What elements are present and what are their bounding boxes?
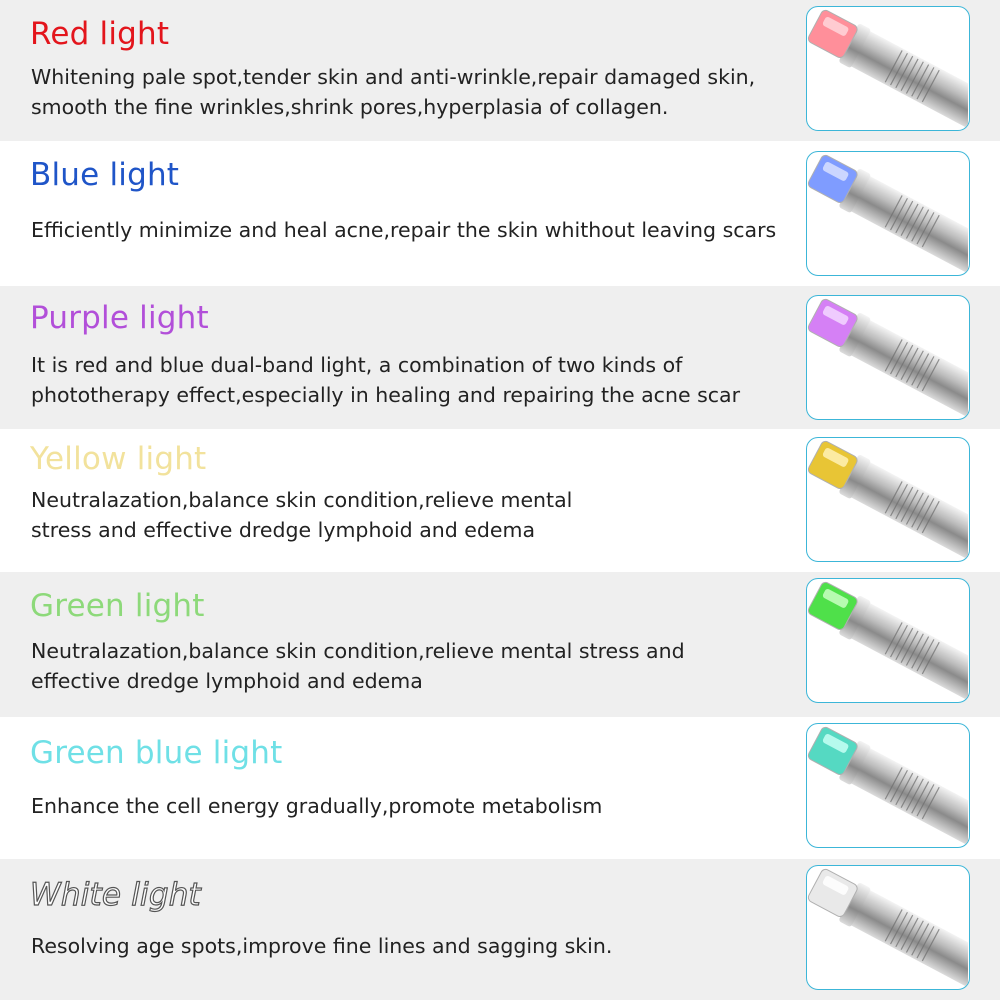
pen-tip-image bbox=[806, 437, 970, 562]
light-row-yellow bbox=[0, 429, 1000, 572]
light-description: Resolving age spots,improve fine lines and sagging skin. bbox=[31, 934, 613, 958]
light-description: Neutralazation,balance skin condition,relieve mental stress and effective dredge lymphoid and edema bbox=[31, 488, 573, 542]
light-row-white bbox=[0, 859, 1000, 1000]
pen-tip-image bbox=[806, 578, 970, 703]
light-description: Enhance the cell energy gradually,promote metabolism bbox=[31, 794, 603, 818]
pen-tip-illustration bbox=[807, 866, 968, 988]
pen-tip-illustration bbox=[807, 7, 968, 129]
light-title: Blue light bbox=[30, 157, 180, 193]
pen-tip-image bbox=[806, 865, 970, 990]
light-title: Purple light bbox=[30, 300, 209, 336]
light-description: Neutralazation,balance skin condition,relieve mental stress and effective dredge lymphoid and edema bbox=[31, 639, 685, 693]
light-row-green-blue bbox=[0, 717, 1000, 859]
light-title: Green light bbox=[30, 588, 205, 624]
light-title: White light bbox=[30, 877, 201, 913]
light-title: Green blue light bbox=[30, 735, 283, 771]
pen-tip-illustration bbox=[807, 296, 968, 418]
light-row-red bbox=[0, 0, 1000, 141]
pen-tip-image bbox=[806, 151, 970, 276]
light-title: Red light bbox=[30, 16, 170, 52]
light-title: Yellow light bbox=[30, 441, 207, 477]
light-row-green bbox=[0, 572, 1000, 717]
pen-tip-illustration bbox=[807, 724, 968, 846]
pen-tip-illustration bbox=[807, 152, 968, 274]
pen-tip-illustration bbox=[807, 579, 968, 701]
light-row-blue bbox=[0, 141, 1000, 286]
light-description: Whitening pale spot,tender skin and anti-wrinkle,repair damaged skin, smooth the fine wrinkles,shrink pores,hyperplasia of collagen. bbox=[31, 65, 756, 119]
pen-tip-illustration bbox=[807, 438, 968, 560]
light-description: It is red and blue dual-band light, a combination of two kinds of phototherapy effect,especially in healing and repairing the acne scar bbox=[31, 353, 741, 407]
pen-tip-image bbox=[806, 6, 970, 131]
pen-tip-image bbox=[806, 723, 970, 848]
pen-tip-image bbox=[806, 295, 970, 420]
light-row-purple bbox=[0, 286, 1000, 429]
light-description: Efficiently minimize and heal acne,repair the skin whithout leaving scars bbox=[31, 218, 777, 242]
